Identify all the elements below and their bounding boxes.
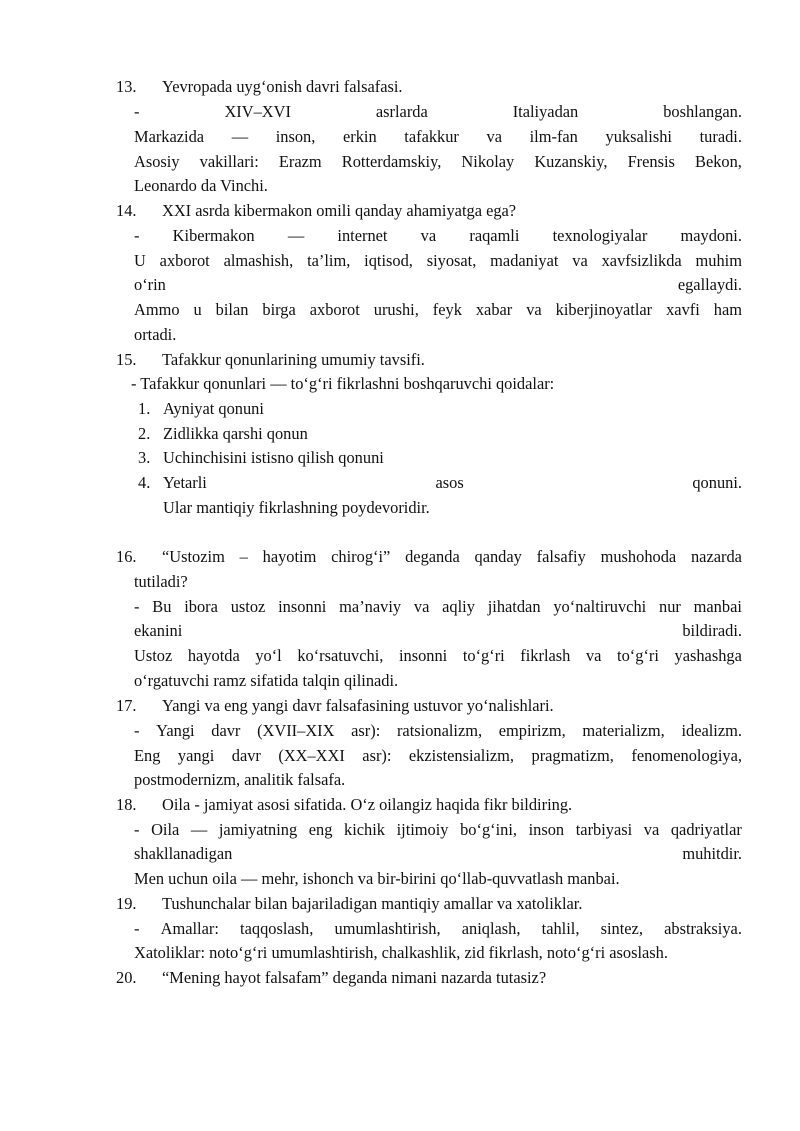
word: shakllanadigan bbox=[134, 844, 233, 863]
word: empirizm, bbox=[498, 721, 566, 740]
word: mushohoda bbox=[600, 547, 677, 566]
word: feyk bbox=[432, 300, 462, 319]
answer-line: Leonardo da Vinchi. bbox=[134, 176, 268, 195]
word: Bekon, bbox=[695, 152, 742, 171]
word: urushi, bbox=[373, 300, 419, 319]
word: ma’naviy bbox=[339, 597, 402, 616]
word: va bbox=[585, 646, 602, 665]
question-text: Oila - jamiyat asosi sifatida. O‘z oilangiz haqida fikr bildiring. bbox=[162, 795, 573, 814]
word: Yetarli bbox=[163, 473, 207, 492]
answer-line: - Tafakkur qonunlari — to‘g‘ri fikrlashni boshqaruvchi qoidalar: bbox=[131, 374, 555, 393]
word: - bbox=[134, 597, 140, 616]
word: Ammo bbox=[134, 300, 180, 319]
question-number: 17. bbox=[116, 696, 137, 715]
answer-line bbox=[134, 274, 742, 296]
word: chirog‘i” bbox=[331, 547, 391, 566]
answer-line bbox=[134, 250, 742, 272]
question-16 bbox=[116, 546, 742, 568]
word: aniqlash, bbox=[461, 919, 521, 938]
word: Erazm bbox=[278, 152, 322, 171]
word: ibora bbox=[184, 597, 218, 616]
word: erkin bbox=[342, 127, 377, 146]
list-number: 2. bbox=[138, 424, 151, 443]
word: pragmatizm, bbox=[531, 746, 614, 765]
question-number: 16. bbox=[116, 547, 137, 566]
word: Nikolay bbox=[461, 152, 515, 171]
word: Bu bbox=[152, 597, 172, 616]
question-text: Tushunchalar bilan bajariladigan mantiqiy amallar va xatoliklar. bbox=[162, 894, 583, 913]
word: aqliy bbox=[442, 597, 475, 616]
word: vakillari: bbox=[199, 152, 259, 171]
question-14 bbox=[116, 200, 742, 222]
question-number: 19. bbox=[116, 894, 137, 913]
word: — bbox=[231, 127, 249, 146]
answer-line: ortadi. bbox=[134, 325, 177, 344]
word: tarbiyasi bbox=[575, 820, 633, 839]
list-text: Ayniyat qonuni bbox=[163, 399, 264, 418]
word: kichik bbox=[344, 820, 385, 839]
word: Ustoz bbox=[134, 646, 173, 665]
word: - bbox=[134, 820, 140, 839]
word: Asosiy bbox=[134, 152, 180, 171]
word: materializm, bbox=[582, 721, 665, 740]
word: asr): bbox=[362, 746, 392, 765]
list-item bbox=[138, 447, 742, 469]
question-text: Tafakkur qonunlarining umumiy tavsifi. bbox=[162, 350, 425, 369]
question-15 bbox=[116, 349, 742, 371]
word: Markazida bbox=[134, 127, 205, 146]
word: bilan bbox=[215, 300, 249, 319]
word: U bbox=[134, 251, 146, 270]
word: muhim bbox=[695, 251, 742, 270]
question-text: Yangi va eng yangi davr falsafasining ustuvor yo‘nalishlari. bbox=[162, 696, 554, 715]
question-number: 14. bbox=[116, 201, 137, 220]
word: taqqoslash, bbox=[240, 919, 314, 938]
word: ham bbox=[713, 300, 742, 319]
word: ustoz bbox=[230, 597, 266, 616]
word: axborot bbox=[309, 300, 360, 319]
word: egallaydi. bbox=[677, 275, 742, 294]
question-number: 15. bbox=[116, 350, 137, 369]
word: Yangi bbox=[156, 721, 195, 740]
word: (XVII–XIX bbox=[257, 721, 335, 740]
word: u bbox=[193, 300, 202, 319]
word: texnologiyalar bbox=[552, 226, 648, 245]
answer-line bbox=[134, 819, 742, 841]
word: internet bbox=[337, 226, 388, 245]
answer-line: o‘rgatuvchi ramz sifatida talqin qilinadi. bbox=[134, 671, 399, 690]
word: iqtisod, bbox=[364, 251, 413, 270]
word: Italiyadan bbox=[512, 102, 579, 121]
word: axborot bbox=[159, 251, 210, 270]
question-number: 20. bbox=[116, 968, 137, 987]
word: ta’lim, bbox=[307, 251, 351, 270]
answer-line: postmodernizm, analitik falsafa. bbox=[134, 770, 346, 789]
word: — bbox=[190, 820, 208, 839]
word: tahlil, bbox=[541, 919, 580, 938]
word: va bbox=[413, 597, 430, 616]
word: Kibermakon bbox=[172, 226, 255, 245]
question-text bbox=[162, 546, 742, 568]
word: XIV–XVI bbox=[224, 102, 291, 121]
word: to‘g‘ri bbox=[617, 646, 659, 665]
word: - bbox=[134, 721, 140, 740]
word: inson bbox=[528, 820, 565, 839]
word: o‘rin bbox=[134, 275, 166, 294]
word: “Ustozim bbox=[162, 547, 225, 566]
word: Kuzanskiy, bbox=[534, 152, 608, 171]
word: yashashga bbox=[674, 646, 742, 665]
question-13 bbox=[116, 76, 742, 98]
word: davr bbox=[211, 721, 241, 740]
word: va bbox=[643, 820, 660, 839]
word: asos bbox=[435, 473, 464, 492]
word: ekzistensializm, bbox=[408, 746, 515, 765]
word: bildiradi. bbox=[682, 621, 742, 640]
word: ijtimoiy bbox=[396, 820, 449, 839]
question-19 bbox=[116, 893, 742, 915]
answer-line bbox=[134, 843, 742, 865]
word: — bbox=[287, 226, 305, 245]
list-item bbox=[138, 472, 742, 494]
word: jihatdan bbox=[487, 597, 541, 616]
word: yo‘naltiruvchi bbox=[553, 597, 647, 616]
question-text: Yevropada uyg‘onish davri falsafasi. bbox=[162, 77, 403, 96]
word: hayotda bbox=[187, 646, 240, 665]
word: abstraksiya. bbox=[664, 919, 742, 938]
answer-line bbox=[134, 225, 742, 247]
answer-line bbox=[134, 720, 742, 742]
word: raqamli bbox=[469, 226, 520, 245]
answer-line bbox=[134, 620, 742, 642]
word: madaniyat bbox=[490, 251, 559, 270]
word: va bbox=[420, 226, 437, 245]
list-text: Zidlikka qarshi qonun bbox=[163, 424, 308, 443]
word: - bbox=[134, 226, 140, 245]
answer-line: Ular mantiqiy fikrlashning poydevoridir. bbox=[163, 498, 430, 517]
word: Oila bbox=[151, 820, 180, 839]
word: va bbox=[486, 127, 502, 146]
word: – bbox=[239, 547, 248, 566]
list-number: 1. bbox=[138, 399, 151, 418]
list-item bbox=[138, 398, 742, 420]
list-text: Uchinchisini istisno qilish qonuni bbox=[163, 448, 384, 467]
word: Rotterdamskiy, bbox=[341, 152, 442, 171]
word: almashish, bbox=[223, 251, 294, 270]
answer-line bbox=[134, 645, 742, 667]
word: muhitdir. bbox=[682, 844, 742, 863]
question-text: tutiladi? bbox=[134, 572, 188, 591]
word: umumlashtirish, bbox=[334, 919, 441, 938]
question-number: 18. bbox=[116, 795, 137, 814]
word: birga bbox=[262, 300, 296, 319]
word: qonuni. bbox=[692, 473, 742, 492]
word: ratsionalizm, bbox=[396, 721, 483, 740]
answer-line bbox=[134, 151, 742, 173]
word: xabar bbox=[475, 300, 513, 319]
word: (XX–XXI bbox=[278, 746, 345, 765]
word: xavfsizlikda bbox=[601, 251, 682, 270]
list-number: 4. bbox=[138, 473, 151, 492]
question-text: XXI asrda kibermakon omili qanday ahamiyatga ega? bbox=[162, 201, 517, 220]
word: manbai bbox=[693, 597, 742, 616]
word: insonni bbox=[398, 646, 448, 665]
word: siyosat, bbox=[426, 251, 477, 270]
word: ekanini bbox=[134, 621, 183, 640]
word: inson, bbox=[275, 127, 316, 146]
word: - bbox=[134, 919, 140, 938]
word: Frensis bbox=[627, 152, 675, 171]
word: Amallar: bbox=[160, 919, 219, 938]
question-number: 13. bbox=[116, 77, 137, 96]
question-text: “Mening hayot falsafam” deganda nimani nazarda tutasiz? bbox=[162, 968, 547, 987]
word: idealizm. bbox=[681, 721, 742, 740]
word: fikrlash bbox=[520, 646, 571, 665]
word: eng bbox=[308, 820, 333, 839]
word: fenomenologiya, bbox=[631, 746, 742, 765]
word: to‘g‘ri bbox=[462, 646, 505, 665]
word: deganda bbox=[405, 547, 460, 566]
word: - bbox=[134, 102, 140, 121]
word: hayotim bbox=[262, 547, 317, 566]
question-20 bbox=[116, 967, 742, 989]
word: qanday bbox=[474, 547, 522, 566]
word: turadi. bbox=[699, 127, 742, 146]
word: qadriyatlar bbox=[670, 820, 742, 839]
answer-line bbox=[134, 596, 742, 618]
answer-line bbox=[134, 299, 742, 321]
answer-line: Xatoliklar: noto‘g‘ri umumlashtirish, chalkashlik, zid fikrlash, noto‘g‘ri asoslash. bbox=[134, 943, 668, 962]
list-text bbox=[163, 472, 742, 494]
word: ilm-fan bbox=[529, 127, 578, 146]
word: falsafiy bbox=[536, 547, 586, 566]
answer-line bbox=[134, 101, 742, 123]
list-item bbox=[138, 423, 742, 445]
word: bo‘g‘ini, bbox=[460, 820, 518, 839]
word: insonni bbox=[278, 597, 327, 616]
word: xavfi bbox=[666, 300, 700, 319]
answer-line bbox=[134, 126, 742, 148]
word: yuksalishi bbox=[605, 127, 672, 146]
word: asr): bbox=[351, 721, 381, 740]
word: yangi bbox=[177, 746, 215, 765]
word: sintez, bbox=[600, 919, 643, 938]
word: boshlangan. bbox=[663, 102, 742, 121]
answer-line bbox=[134, 918, 742, 940]
word: va bbox=[572, 251, 588, 270]
question-18 bbox=[116, 794, 742, 816]
word: kiberjinoyatlar bbox=[555, 300, 653, 319]
question-17 bbox=[116, 695, 742, 717]
word: jamiyatning bbox=[218, 820, 298, 839]
list-number: 3. bbox=[138, 448, 151, 467]
word: tafakkur bbox=[404, 127, 459, 146]
word: maydoni. bbox=[680, 226, 742, 245]
word: davr bbox=[231, 746, 261, 765]
word: ko‘rsatuvchi, bbox=[297, 646, 384, 665]
word: nur bbox=[659, 597, 681, 616]
word: yo‘l bbox=[255, 646, 282, 665]
word: Eng bbox=[134, 746, 161, 765]
answer-line bbox=[134, 745, 742, 767]
answer-line: Men uchun oila — mehr, ishonch va bir-birini qo‘llab-quvvatlash manbai. bbox=[134, 869, 620, 888]
word: va bbox=[526, 300, 542, 319]
word: nazarda bbox=[690, 547, 742, 566]
word: asrlarda bbox=[375, 102, 428, 121]
